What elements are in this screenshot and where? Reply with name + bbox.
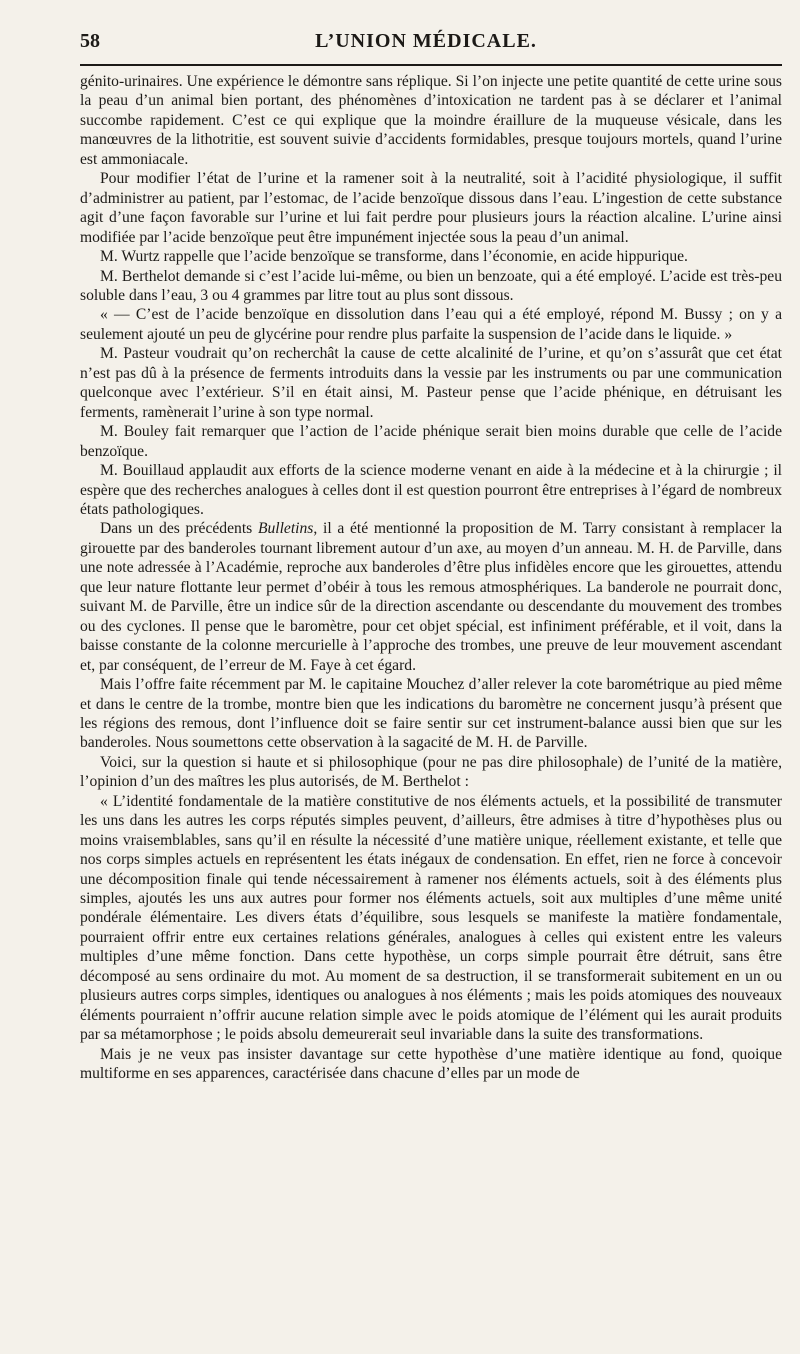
italic-text: Bulletins — [257, 520, 314, 538]
paragraph-text: génito-urinaires. Une expérience le démontre sans réplique. Si l’on injecte une petite quantité de cette urine sous la peau d’un animal bien portant, des phénomènes d’intoxication ne tardent pas à se déclarer et l’animal succombe rapidement. C’est ce qui explique que la moindre éraillure de la muqueuse vésicale, dans les manœuvres de la lithotritie, est souvent suivie d’accidents formidables, presque toujours mortels, quand l’urine est ammoniacale. — [80, 73, 782, 168]
paragraph — [80, 461, 782, 519]
article-body — [80, 72, 782, 1084]
paragraph-text: M. Bouillaud applaudit aux efforts de la science moderne venant en aide à la médecine et à la chirurgie ; il espère que des recherches analogues à celles dont il est question pourront être entreprises à l’égard de nombreux états pathologiques. — [80, 462, 782, 518]
paragraph — [80, 753, 782, 792]
page-header — [80, 30, 782, 66]
paragraph-text: M. Berthelot demande si c’est l’acide lui-même, ou bien un benzoate, qui a été employé. L’acide est très-peu soluble dans l’eau, 3 ou 4 grammes par litre tout au plus sont dissous. — [80, 267, 782, 304]
paragraph-text: , il a été mentionné la proposition de M. Tarry consistant à remplacer la girouette par des banderoles tournant librement autour d’un axe, au moyen d’un anneau. M. H. de Parville, dans une note adressée à l’Académie, reproche aux banderoles d’être plus infidèles encore que les girouettes, attendu que leur nature flottante leur permet d’obéir à tous les remous atmosphériques. La banderole ne pourrait donc, suivant M. de Parville, être un indice sûr de la direction ascendante ou descendante du mouvement des trombes ou des cyclones. Il pense que le baromètre, pour cet objet spécial, est infiniment préférable, et il voit, dans la baisse constante de la colonne mercurielle à l’approche des trombes, une preuve de leur mouvement ascendant et, par conséquent, de l’erreur de M. Faye à cet égard. — [80, 520, 782, 674]
paragraph-text: M. Wurtz rappelle que l’acide benzoïque se transforme, dans l’économie, en acide hippurique. — [100, 248, 688, 266]
paragraph-text: Pour modifier l’état de l’urine et la ramener soit à la neutralité, soit à l’acidité physiologique, il suffit d’administrer au patient, par l’estomac, de l’acide benzoïque dissous dans l’eau. L’ingestion de cette substance agit d’une façon favorable sur l’urine et lui fait perdre pour plusieurs jours la réaction alcaline. L’urine ainsi modifiée par l’acide benzoïque peut être impunément injectée sous la peau d’un animal. — [80, 170, 782, 246]
paragraph-text: Mais l’offre faite récemment par M. le capitaine Mouchez d’aller relever la cote barométrique au pied même et dans le centre de la trombe, montre bien que les indications du baromètre ne concernent jusqu’à présent que les régions des remous, dont l’influence doit se faire sentir sur cet instrument-balance aussi bien que sur les banderoles. Nous soumettons cette observation à la sagacité de M. H. de Parville. — [80, 676, 782, 752]
paragraph-text: Voici, sur la question si haute et si philosophique (pour ne pas dire philosophale) de l’unité de la matière, l’opinion d’un des maîtres les plus autorisés, de M. Berthelot : — [80, 753, 782, 791]
paragraph-text: « — C’est de l’acide benzoïque en dissolution dans l’eau qui a été employé, répond M. Bussy ; on y a seulement ajouté un peu de glycérine pour rendre plus parfaite la suspension de l’acide dans le liquide. » — [80, 306, 782, 343]
paragraph — [80, 169, 782, 247]
paragraph-text: « L’identité fondamentale de la matière constitutive de nos éléments actuels, et la possibilité de transmuter les uns dans les autres les corps réputés simples peuvent, d’ailleurs, être admises à titre d’hypothèses plus ou moins vraisemblables, sans qu’il en résulte la nécessité d’une matière unique, réellement existante, et telle que nos corps simples actuels en représentent les états inégaux de condensation. En effet, rien ne force à concevoir une décomposition finale qui tende nécessairement à ramener nos éléments actuels, soit à des éléments plus simples, ajoutés les uns aux autres pour former nos éléments actuels, soit aux multiples d’une même unité pondérale élémentaire. Les divers états d’équilibre, sous lesquels se manifeste la matière fondamentale, pourraient offrir entre eux certaines relations générales, analogues à celles qui existent entre les valeurs multiples d’une même fonction. Dans cette hypothèse, un corps simple pourrait être détruit, sans être décomposé au sens ordinaire du mot. Au moment de sa destruction, il se transformerait subitement en un ou plusieurs autres corps simples, identiques ou analogues à nos éléments ; mais les poids atomiques des nouveaux éléments pourraient n’offrir aucune relation simple avec le poids atomique de l’élément qui les aurait produits par sa métamorphose ; le poids absolu demeurerait seul invariable dans la suite des transformations. — [80, 792, 782, 1044]
paragraph-text: M. Pasteur voudrait qu’on recherchât la cause de cette alcalinité de l’urine, et qu’on s’assurât que cet état n’est pas dû à la présence de ferments introduits dans la vessie par les instruments ou par une communication quelconque avec l’extérieur. S’il en était ainsi, M. Pasteur pense que l’acide phénique, en détruisant les ferments, ramènerait l’urine à son type normal. — [80, 345, 782, 421]
paragraph — [80, 305, 782, 344]
paragraph — [80, 267, 782, 306]
paragraph-text: M. Bouley fait remarquer que l’action de l’acide phénique serait bien moins durable que celle de l’acide benzoïque. — [80, 423, 782, 460]
paragraph — [80, 344, 782, 422]
running-title: L’UNION MÉDICALE. — [315, 30, 537, 52]
paragraph — [80, 519, 782, 675]
paragraph — [80, 72, 782, 169]
paragraph — [80, 675, 782, 753]
paragraph-text: Dans un des précédents — [100, 520, 258, 538]
paragraph — [80, 247, 782, 266]
paragraph — [80, 792, 782, 1045]
paragraph-text: Mais je ne veux pas insister davantage sur cette hypothèse d’une matière identique au fond, quoique multiforme en ses apparences, caractérisée dans chacune d’elles par un mode de — [80, 1045, 782, 1083]
paragraph — [80, 1045, 782, 1084]
paragraph — [80, 422, 782, 461]
page-number: 58 — [80, 30, 100, 52]
